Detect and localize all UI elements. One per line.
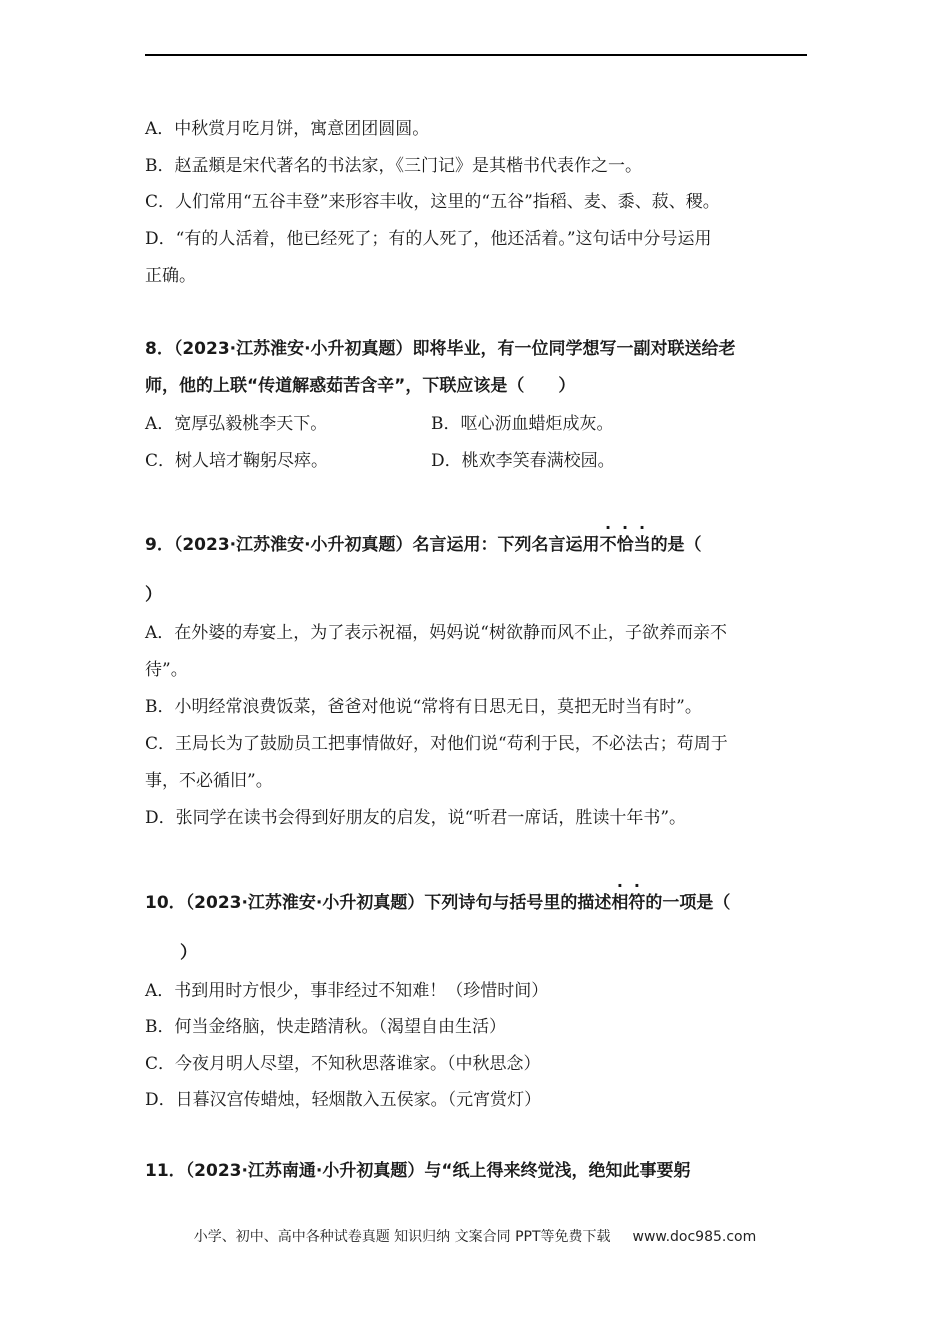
q8-option-d: D．桃欢李笑春满校园。 <box>431 451 615 471</box>
q7-option-c: C．人们常用“五谷丰登”来形容丰收，这里的“五谷”指稻、麦、黍、菽、稷。 <box>145 192 720 212</box>
q9-stem-cont: ） <box>145 585 162 605</box>
emphasis-mark: 不 <box>599 535 617 555</box>
q11-stem: 11．（2023·江苏南通·小升初真题）与“纸上得来终觉浅，绝知此事要躬 <box>145 1161 691 1181</box>
q10-option-b: B．何当金络脑，快走踏清秋。（渴望自由生活） <box>145 1017 506 1037</box>
q9-option-c-cont: 事，不必循旧”。 <box>145 771 273 791</box>
footer-text: 小学、初中、高中各种试卷真题 知识归纳 文案合同 PPT等免费下载 <box>193 1229 611 1245</box>
q9-option-d: D．张同学在读书会得到好朋友的启发，说“听君一席话，胜读十年书”。 <box>145 808 687 828</box>
q9-stem-text: 9．（2023·江苏淮安·小升初真题）名言运用：下列名言运用 <box>145 535 600 555</box>
q10-stem-end: 的一项是（ <box>645 893 731 913</box>
q7-option-b: B．赵孟頫是宋代著名的书法家，《三门记》是其楷书代表作之一。 <box>145 156 642 176</box>
q7-option-d-cont: 正确。 <box>145 266 196 286</box>
q9-stem <box>145 534 702 556</box>
q9-option-a-cont: 待”。 <box>145 660 188 680</box>
q8-stem-cont: 师，他的上联“传道解惑茹苦含辛”，下联应该是（ ） <box>145 376 576 396</box>
emphasis-mark: 符 <box>628 893 646 913</box>
footer-site-link[interactable]: www.doc985.com <box>632 1229 757 1245</box>
q9-option-c: C．王局长为了鼓励员工把事情做好，对他们说“苟利于民，不必法古；苟周于 <box>145 734 728 754</box>
q7-option-a: A．中秋赏月吃月饼，寓意团团圆圆。 <box>145 119 430 139</box>
page-footer <box>0 1226 950 1246</box>
header-rule <box>145 54 807 56</box>
q10-option-c: C．今夜月明人尽望，不知秋思落谁家。（中秋思念） <box>145 1054 541 1074</box>
q10-stem-text: 10．（2023·江苏淮安·小升初真题）下列诗句与括号里的描述 <box>145 893 612 913</box>
emphasis-mark: 恰 <box>616 535 634 555</box>
q7-option-d: D．“有的人活着，他已经死了；有的人死了，他还活着。”这句话中分号运用 <box>145 229 712 249</box>
q8-option-b: B．呕心沥血蜡炬成灰。 <box>431 414 614 434</box>
q9-option-a: A．在外婆的寿宴上，为了表示祝福，妈妈说“树欲静而风不止，子欲养而亲不 <box>145 623 727 643</box>
emphasis-mark: 当 <box>633 535 651 555</box>
emphasis-mark: 相 <box>611 893 629 913</box>
q8-option-c: C．树人培才鞠躬尽瘁。 <box>145 451 329 471</box>
q9-stem-end: 的是（ <box>650 535 702 555</box>
q10-option-a: A．书到用时方恨少，事非经过不知难！（珍惜时间） <box>145 981 549 1001</box>
q8-option-a: A．宽厚弘毅桃李天下。 <box>145 414 328 434</box>
q8-stem: 8．（2023·江苏淮安·小升初真题）即将毕业，有一位同学想写一副对联送给老 <box>145 339 736 359</box>
q10-stem-cont: ） <box>180 943 197 963</box>
q9-option-b: B．小明经常浪费饭菜，爸爸对他说“常将有日思无日，莫把无时当有时”。 <box>145 697 702 717</box>
q10-stem <box>145 892 730 914</box>
q10-option-d: D．日暮汉宫传蜡烛，轻烟散入五侯家。（元宵赏灯） <box>145 1090 542 1110</box>
